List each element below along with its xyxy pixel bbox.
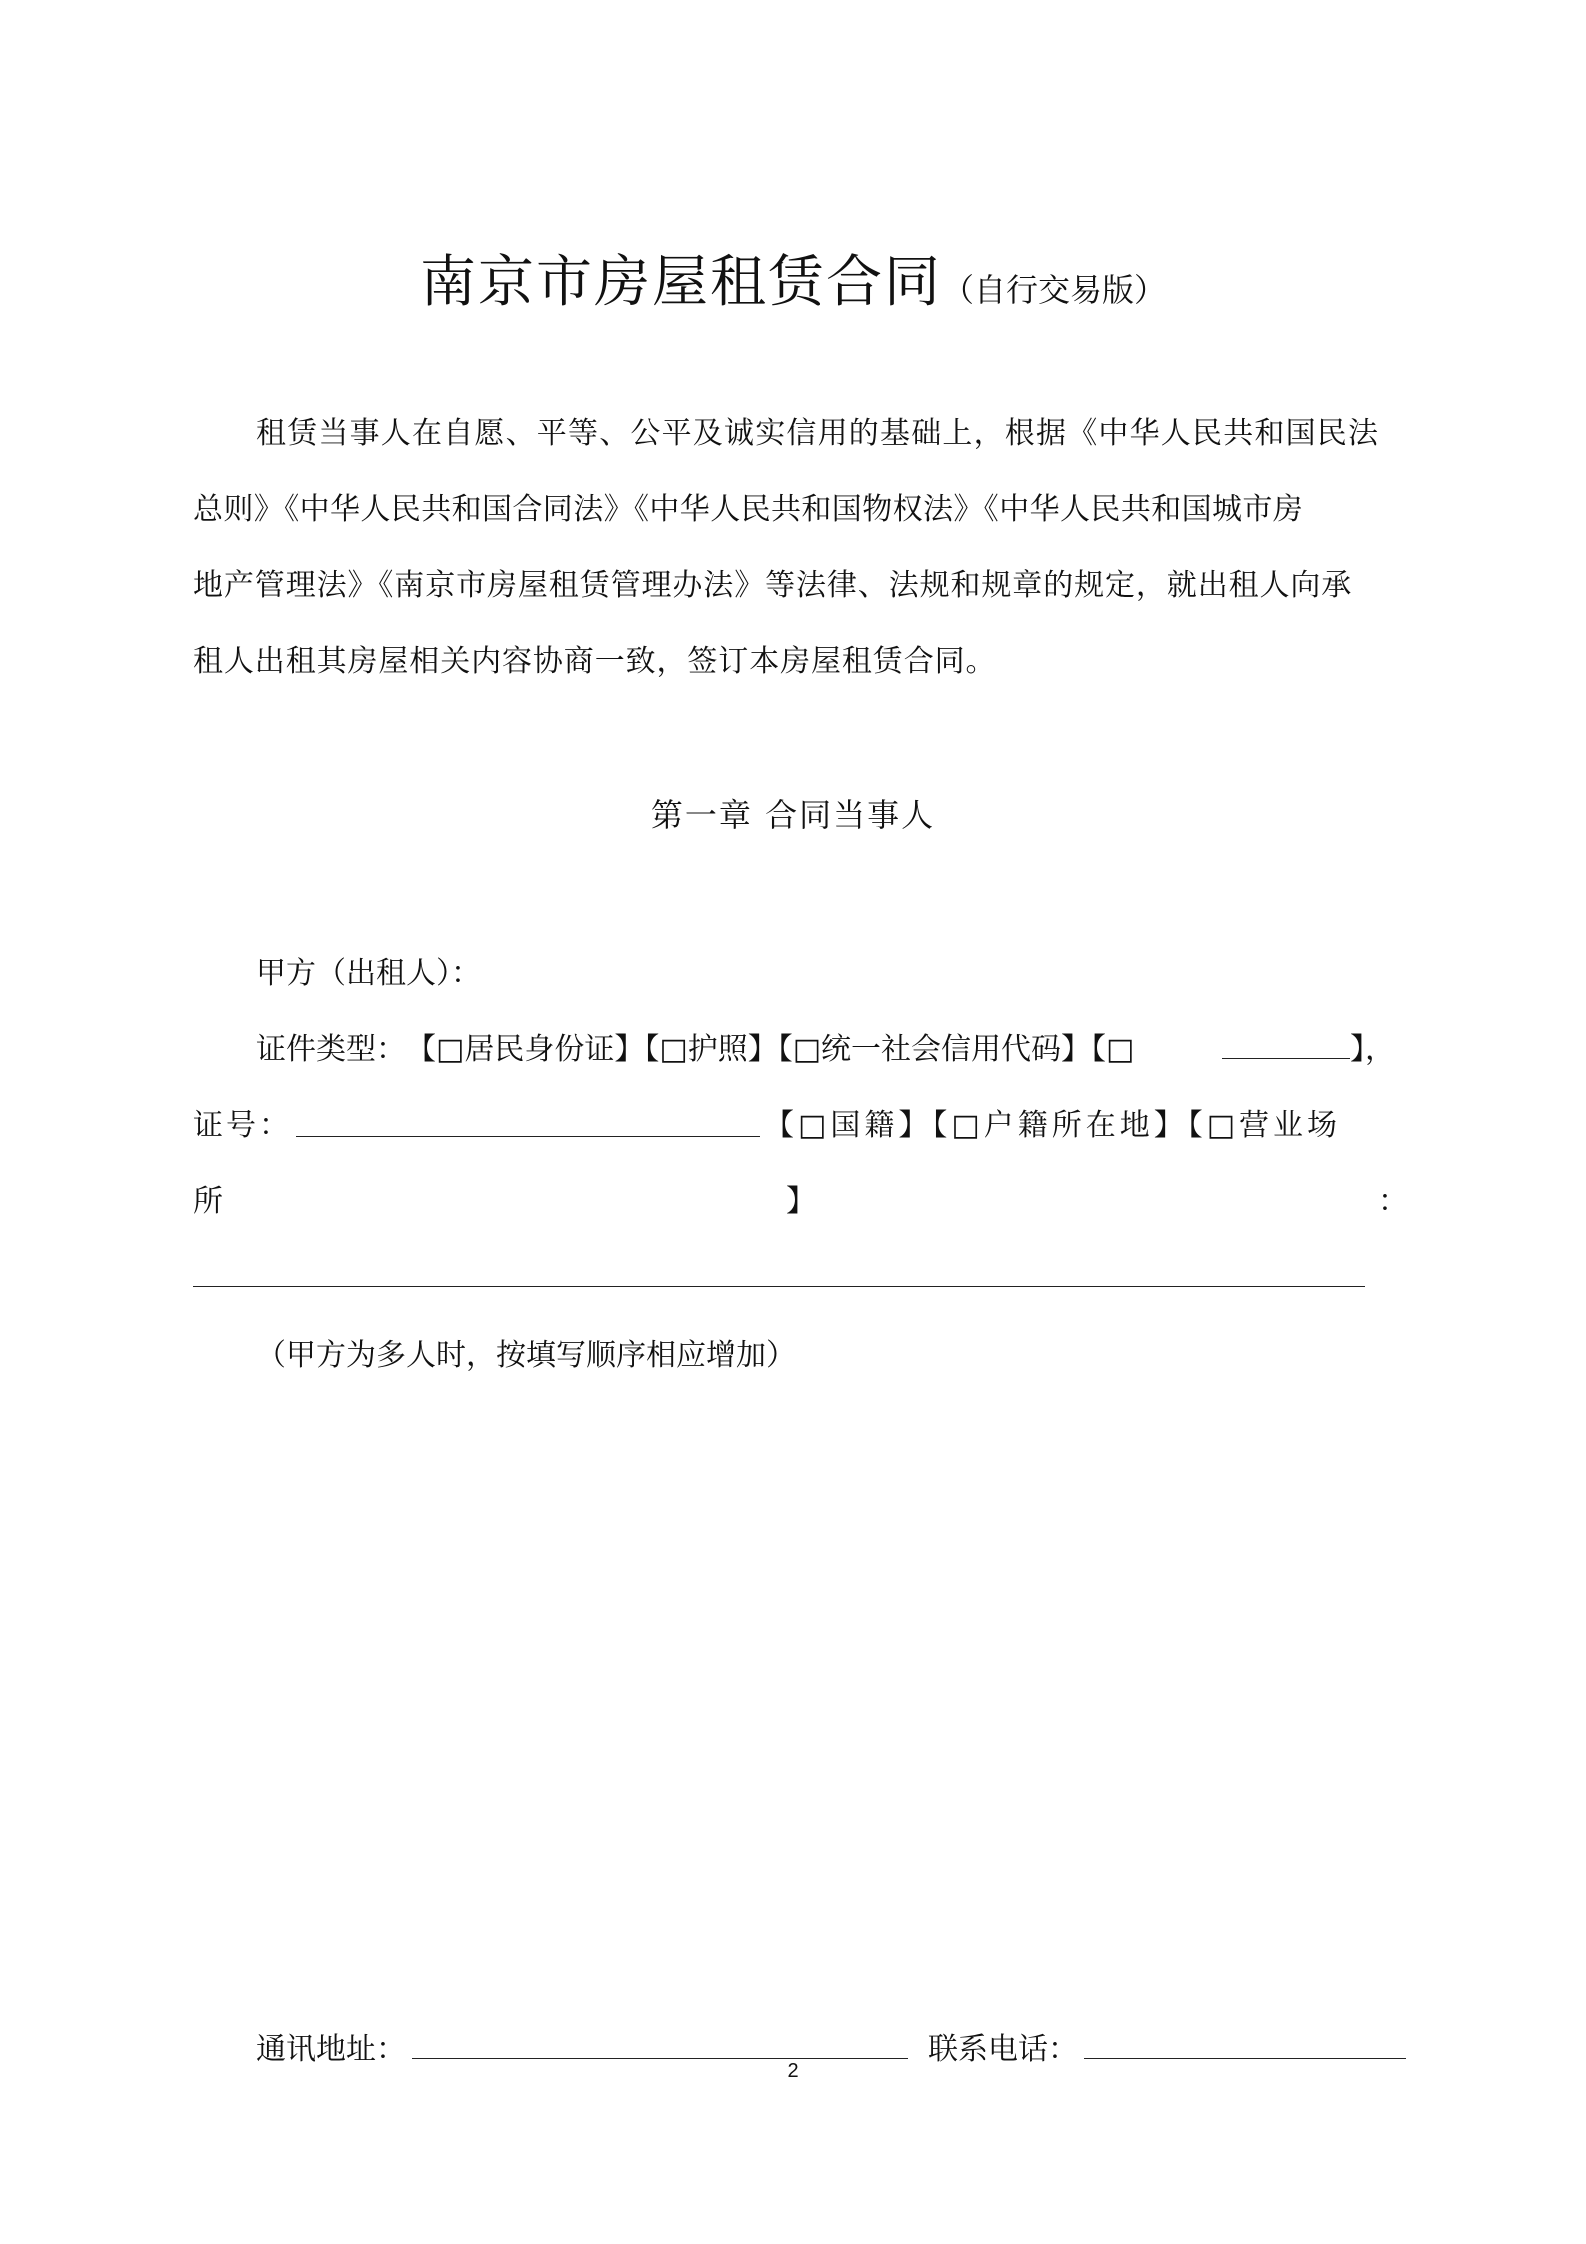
region-colon: ：: [1378, 1184, 1408, 1219]
region-blank[interactable]: [193, 1286, 1365, 1287]
document-title: [0, 238, 1586, 318]
id-type-options: 【□居民身份证】【□护照】【□统一社会信用代码】【□: [406, 1032, 1135, 1067]
preamble-line-2: 总则》《中华人民共和国合同法》《中华人民共和国物权法》《中华人民共和国城市房: [193, 492, 1304, 527]
chapter-heading: 第一章 合同当事人: [650, 796, 936, 834]
region-options-cont: 所: [193, 1184, 223, 1219]
title-main: 南京市房屋租赁合同: [419, 250, 942, 315]
region-close: 】: [786, 1184, 816, 1219]
region-options: 【□国籍】【□户籍所在地】【□营业场: [764, 1108, 1342, 1143]
id-type-other-blank[interactable]: [1222, 1058, 1350, 1059]
title-suffix: （自行交易版）: [941, 271, 1166, 309]
preamble-line-1: 租赁当事人在自愿、平等、公平及诚实信用的基础上，根据《中华人民共和国民法: [256, 416, 1380, 451]
preamble-line-4: 租人出租其房屋相关内容协商一致，签订本房屋租赁合同。: [193, 644, 997, 679]
page-number: 2: [787, 2060, 799, 2082]
id-type-label: 证件类型：: [256, 1032, 406, 1067]
id-number-blank[interactable]: [296, 1136, 760, 1137]
address-blank[interactable]: [412, 2058, 908, 2059]
party-a-label: 甲方（出租人）：: [256, 956, 481, 991]
phone-blank[interactable]: [1084, 2058, 1406, 2059]
id-number-label: 证号：: [193, 1108, 292, 1143]
multi-party-note: （甲方为多人时，按填写顺序相应增加）: [256, 1338, 796, 1373]
id-type-close: 】，: [1350, 1032, 1395, 1067]
phone-label: 联系电话：: [928, 2032, 1078, 2067]
preamble-line-3: 地产管理法》《南京市房屋租赁管理办法》等法律、法规和规章的规定，就出租人向承: [193, 568, 1353, 603]
address-label: 通讯地址：: [256, 2032, 406, 2067]
